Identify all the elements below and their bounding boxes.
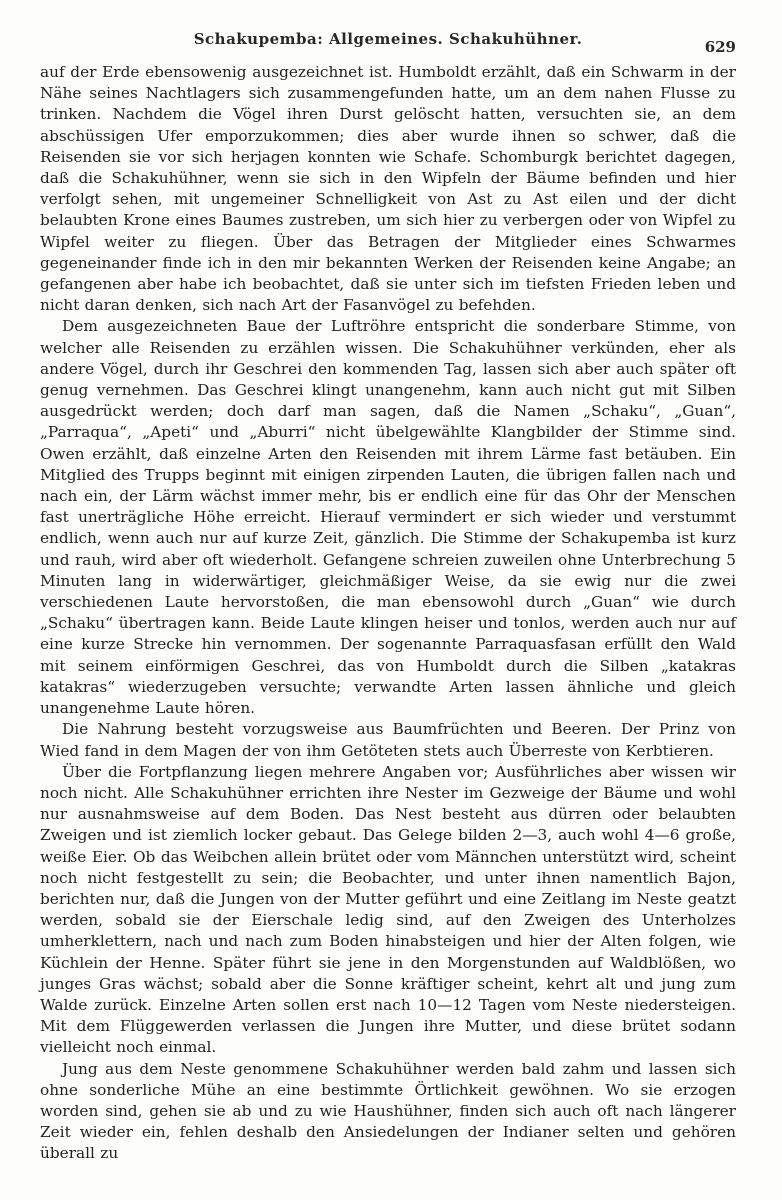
page-number: 629: [704, 38, 736, 56]
paragraph: Die Nahrung besteht vorzugsweise aus Baumfrüchten und Beeren. Der Prinz von Wied fand in dem Magen der von ihm Getöteten stets auch Überreste von Kerbtieren.: [40, 720, 736, 760]
page-header: [40, 24, 736, 58]
paragraph: Dem ausgezeichneten Baue der Luftröhre entspricht die sonderbare Stimme, von welcher alle Reisenden zu erzählen wissen. Die Schakuhühner verkünden, eher als andere Vögel, durch ihr Geschrei den kommenden Tag, lassen sich aber auch später oft genug vernehmen. Das Geschrei klingt unangenehm, kann auch nicht gut mit Silben ausgedrückt werden; doch darf man sagen, daß die Namen „Schaku“, „Guan“, „Parraqua“, „Apeti“ und „Aburri“ nicht übelgewählte Klangbilder der Stimme sind. Owen erzählt, daß einzelne Arten den Reisenden mit ihrem Lärme fast betäuben. Ein Mitglied des Trupps beginnt mit einigen zirpenden Lauten, die übrigen fallen nach und nach ein, der Lärm wächst immer mehr, bis er endlich eine für das Ohr der Menschen fast unerträgliche Höhe erreicht. Hierauf vermindert er sich wieder und verstummt endlich, wenn auch nur auf kurze Zeit, gänzlich. Die Stimme der Schakupemba ist kurz und rauh, wird aber oft wiederholt. Gefangene schreien zuweilen ohne Unterbrechung 5 Minuten lang in widerwärtiger, gleichmäßiger Weise, da sie ewig nur die zwei verschiedenen Laute hervorstoßen, die man ebensowohl durch „Guan“ wie durch „Schaku“ übertragen kann. Beide Laute klingen heiser und tonlos, werden auch nur auf eine kurze Strecke hin vernommen. Der sogenannte Parraquasfasan erfüllt den Wald mit seinem einförmigen Geschrei, das von Humboldt durch die Silben „katakras katakras“ wiederzugeben versuchte; verwandte Arten lassen ähnliche und gleich unangenehme Laute hören.: [40, 317, 736, 718]
running-title: Schakupemba: Allgemeines. Schakuhühner.: [193, 30, 583, 48]
paragraph: Über die Fortpflanzung liegen mehrere Angaben vor; Ausführliches aber wissen wir noch nicht. Alle Schakuhühner errichten ihre Nester im Gezweige der Bäume und wohl nur ausnahmsweise auf dem Boden. Das Nest besteht aus dürren oder belaubten Zweigen und ist ziemlich locker gebaut. Das Gelege bilden 2—3, auch wohl 4—6 große, weiße Eier. Ob das Weibchen allein brütet oder vom Männchen unterstützt wird, scheint noch nicht festgestellt zu sein; die Beobachter, und unter ihnen namentlich Bajon, berichten nur, daß die Jungen von der Mutter geführt und eine Zeitlang im Neste geatzt werden, sobald sie der Eierschale ledig sind, auf den Zweigen des Unterholzes umherklettern, nach und nach zum Boden hinabsteigen und hier der Alten folgen, wie Küchlein der Henne. Später führt sie jene in den Morgenstunden auf Waldblößen, wo junges Gras wächst; sobald aber die Sonne kräftiger scheint, kehrt alt und jung zum Walde zurück. Einzelne Arten sollen erst nach 10—12 Tagen vom Neste niedersteigen. Mit dem Flüggewerden verlassen die Jungen ihre Mutter, und diese brütet sodann vielleicht noch einmal.: [40, 762, 736, 1057]
body-text: [40, 62, 736, 1165]
paragraph: Jung aus dem Neste genommene Schakuhühner werden bald zahm und lassen sich ohne sonderliche Mühe an eine bestimmte Örtlichkeit gewöhnen. Wo sie erzogen worden sind, gehen sie ab und zu wie Haushühner, finden sich auch oft nach längerer Zeit wieder ein, fehlen deshalb den Ansiedelungen der Indianer selten und gehören überall zu: [40, 1059, 736, 1163]
paragraph: auf der Erde ebensowenig ausgezeichnet ist. Humboldt erzählt, daß ein Schwarm in der Nähe seines Nachtlagers sich zusammengefunden hatte, um an dem nahen Flusse zu trinken. Nachdem die Vögel ihren Durst gelöscht hatten, versuchten sie, an dem abschüssigen Ufer emporzukommen; dies aber wurde ihnen so schwer, daß die Reisenden sie vor sich herjagen konnten wie Schafe. Schomburgk berichtet dagegen, daß die Schakuhühner, wenn sie sich in den Wipfeln der Bäume befinden und hier verfolgt sehen, mit ungemeiner Schnelligkeit von Ast zu Ast eilen und der dicht belaubten Krone eines Baumes zustreben, um sich hier zu verbergen oder von Wipfel zu Wipfel weiter zu fliegen. Über das Betragen der Mitglieder eines Schwarmes gegeneinander finde ich in den mir bekannten Werken der Reisenden keine Angabe; an gefangenen aber habe ich beobachtet, daß sie unter sich im tiefsten Frieden leben und nicht daran denken, sich nach Art der Fasanvögel zu befehden.: [40, 63, 736, 315]
